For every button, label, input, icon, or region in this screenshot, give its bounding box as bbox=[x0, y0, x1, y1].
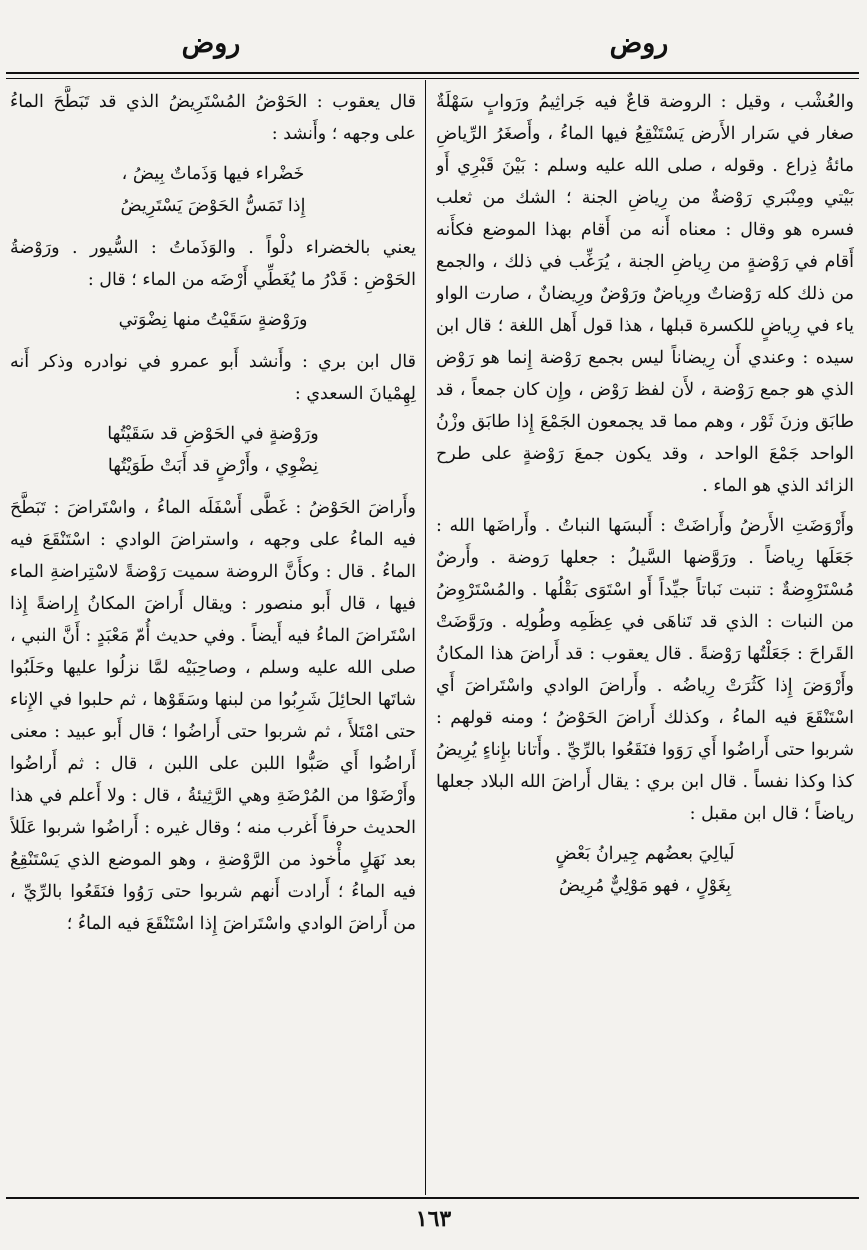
running-head-left: روض bbox=[181, 28, 241, 59]
left-paragraph-4: وأَراضَ الحَوْضُ : غَطَّى أَسْفَلَه الماءُ ، واسْتَراضَ : تَبَطَّحَ فيه الماءُ على وجهه ، واستراضَ الوادي : اسْتَنْقَعَ فيه الماءُ . قال : وكأَنَّ الروضة سميت رَوْضةً لاسْتِراضةِ الماء فيها ، قال أَبو منصور : ويقال أَراضَ المكانُ إِراضةً إِذا اسْتَراضَ الماءُ فيه أَيضاً . وفي حديث أُمّ مَعْبَدٍ : أَنَّ النبي ، صلى الله عليه وسلم ، وصاحِبَيْه لمَّا نزلُوا عليها وحَلَبُوا شاتَها الحائِلَ شَرِبُوا من لبنها وسَقَوْها ، ثم حلبوا في الإِناء حتى امْتَلأَ ، ثم شربوا حتى أَراضُوا ؛ قال أَبو عبيد : معنى أَراضُوا أَي صَبُّوا اللبن على اللبن ، قال : ثم أَراضُوا وأَرْضَوْا من المُرْضَةِ وهي الرَّثِيئةُ ، قال : ولا أَعلم في هذا الحديث حرفاً أَغرب منه ؛ وقال غيره : أَراضُوا شربوا عَلَلاً بعد نَهَلٍ مأْخوذ من الرَّوْضةِ ، وهو الموضع الذي يَسْتَنْقِعُ فيه الماءُ ؛ أَرادت أَنهم شربوا حتى رَوُوا فنَقَعُوا بالرِّيِّ ، من أَراضَ الوادي واسْتَراضَ إِذا اسْتَنْقَعَ فيه الماءُ ؛ bbox=[10, 498, 416, 934]
left-column bbox=[10, 86, 416, 1191]
footer-rule bbox=[6, 1197, 859, 1199]
left-paragraph-1: قال يعقوب : الحَوْضُ المُسْتَرِيضُ الذي قد تَبَطَّحَ الماءُ على وجهه ؛ وأَنشد : bbox=[10, 92, 416, 144]
left-verse-line-3: ورَوْضةٍ سَقَيْتُ منها نِضْوَتي bbox=[118, 310, 308, 330]
left-verse-line-4: ورَوْضةٍ في الحَوْضِ قد سَقَيْتُها bbox=[107, 424, 319, 444]
right-verse bbox=[436, 838, 854, 902]
right-paragraph-1: والعُشْب ، وقيل : الروضة قاعٌ فيه جَراثِيمُ ورَوابٍ سَهْلَةٌ صغار في سَرار الأَرض يَسْتَنْقِعُ فيها الماءُ ، وأَصغَرُ الرِّياضِ مائةُ ذِراع . وقوله ، صلى الله عليه وسلم : بَيْنَ قَبْرِي أَو بَيْتي ومِنْبَري رَوْضةٌ من رِياضِ الجنة ؛ الشك من ثعلب فسره هو وقال : معناه أَنه من أَقام بهذا الموضع فكأَنه أَقام في رَوْضةٍ من رِياضِ الجنة ، يُرَغِّب في ذلك ، والجمع من ذلك كله رَوْضاتٌ ورِياضٌ ورَوْضٌ ورِيضانٌ ، صارت الواو ياء في رِياضٍ للكسرة قبلها ، هذا قول أَهل اللغة ؛ قال ابن سيده : وعندي أَن رِيضاناً ليس بجمع رَوْضة إِنما هو رَوْض الذي هو جمع رَوْضة ، لأَن لفظ رَوْض ، وإِن كان جمعاً ، قد طابَق وزنَ ثَوْر ، وهم مما قد يجمعون الجَمْعَ إِذا طابَق وزْنُ الواحد جَمْعَ الواحد ، وقد يكون جمعَ رَوْضةٍ على طرح الزائد الذي هو الماء . bbox=[436, 92, 854, 496]
right-column bbox=[436, 86, 854, 1191]
column-divider bbox=[425, 80, 426, 1195]
page-number: ١٦٣ bbox=[415, 1206, 452, 1232]
right-verse-line-2: بِغَوْلٍ ، فهو مَوْلِيٌّ مُرِيضُ bbox=[558, 876, 732, 896]
left-verse-2 bbox=[10, 304, 416, 336]
header-rule-thick bbox=[6, 72, 859, 74]
left-verse-line-5: نِضْوِي ، وأَرْضٍ قد أَبَتْ طَوَيْتُها bbox=[107, 456, 319, 476]
right-paragraph-2: وأَرْوَضَتِ الأَرضُ وأَراضَتْ : أَلبسَها النباتُ . وأَراضَها الله : جَعَلَها رِياضاً . ورَوَّضها السَّيلُ : جعلها رَوضة . وأَرضٌ مُسْتَرْوِضةٌ : تنبت نَباتاً جيِّداً أَو اسْتَوَى بَقْلُها . والمُسْتَرْوِضُ من النبات : الذي قد تَناهَى في عِظَمِه وطُولِه . ورَوَّضَتْ القَراحَ : جَعَلْتُها رَوْضةً . قال يعقوب : قد أَراضَ هذا المكانُ وأَرْوَضَ إِذا كَثُرَتْ رِياضُه . وأَراضَ الوادي واسْتَراضَ أَي اسْتَنْقَعَ فيه الماءُ ، وكذلك أَراضَ الحَوْضُ ؛ ومنه قولهم : شربوا حتى أَراضُوا أَي رَوَوا فنَقَعُوا بالرِّيِّ . وأَتانا بإِناءٍ يُرِيضُ كذا وكذا نفساً . قال ابن بري : يقال أَراضَ الله البلاد جعلها رياضاً ؛ قال ابن مقبل : bbox=[436, 516, 854, 824]
left-verse-1 bbox=[10, 158, 416, 222]
left-paragraph-3: قال ابن بري : وأَنشد أَبو عمرو في نوادره وذكر أَنه لِهِمْيانَ السعدي : bbox=[10, 352, 416, 404]
left-verse-line-2: إِذا تَمَسُّ الحَوْضَ يَسْتَرِيضُ bbox=[120, 196, 306, 216]
left-verse-3 bbox=[10, 418, 416, 482]
left-paragraph-2: يعني بالخضراء دلْواً . والوَذَماتُ : السُّيور . ورَوْضةُ الحَوْضِ : قَدْرُ ما يُغَطِّي أَرْضَه من الماء ؛ قال : bbox=[10, 238, 416, 290]
header-rule-thin bbox=[6, 78, 859, 79]
right-verse-line-1: لَيالِيَ بعضُهم جِيرانُ بَعْضٍ bbox=[555, 844, 735, 864]
left-verse-line-1: خَضْراء فيها وَذَماتٌ بِيضُ ، bbox=[121, 164, 305, 184]
running-head-right: روض bbox=[609, 28, 669, 59]
